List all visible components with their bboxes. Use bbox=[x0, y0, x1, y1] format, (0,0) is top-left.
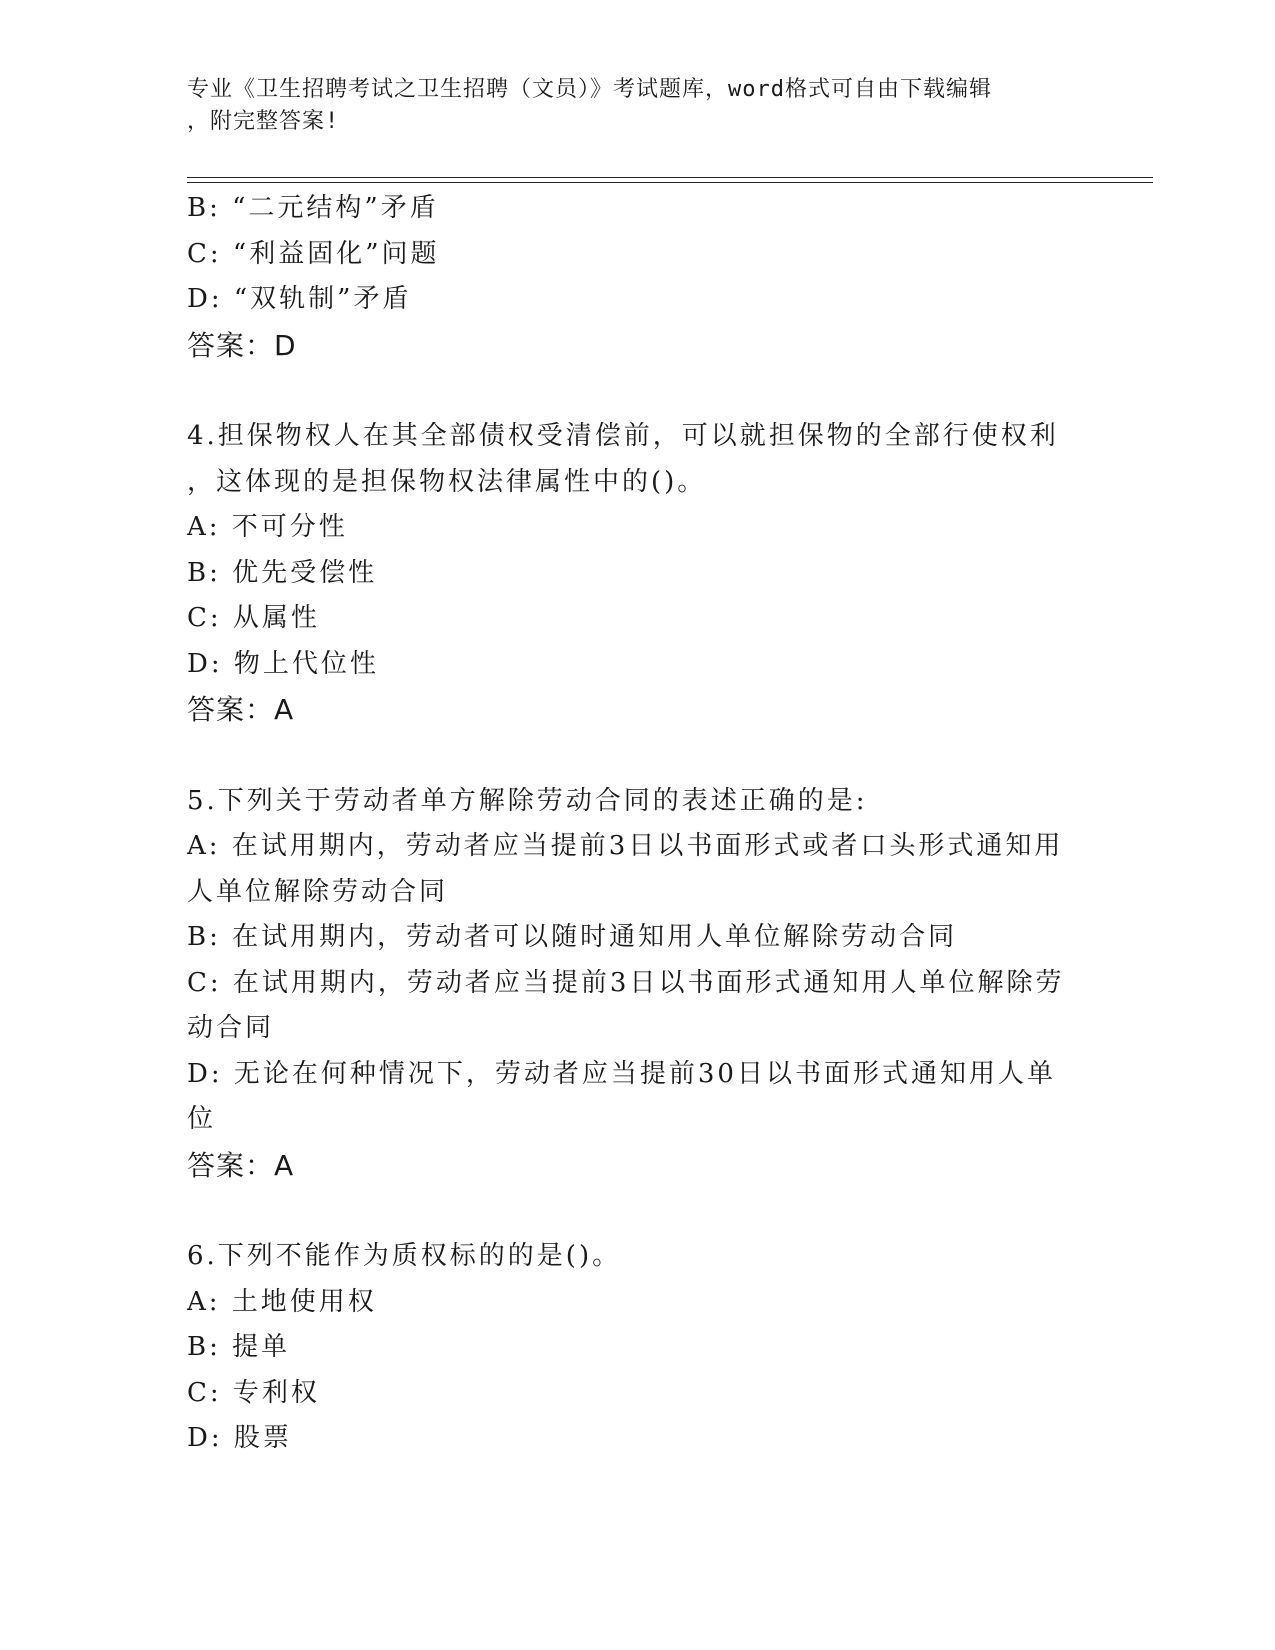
question-stem: 4.担保物权人在其全部债权受清偿前，可以就担保物的全部行使权利 bbox=[187, 421, 1059, 451]
option-c: C: “利益固化”问题 bbox=[187, 238, 440, 269]
option-a: A: 不可分性 bbox=[187, 512, 348, 542]
header-divider-bottom bbox=[187, 182, 1153, 183]
option-d: D: 物上代位性 bbox=[187, 648, 379, 679]
question-stem: 6.下列不能作为质权标的的是()。 bbox=[187, 1241, 622, 1271]
spacer bbox=[187, 733, 1087, 779]
answer-line: 答案：D bbox=[187, 328, 297, 362]
option-d: D: 股票 bbox=[187, 1423, 292, 1453]
option-d-continued: 位 bbox=[187, 1104, 217, 1134]
option-d: D: “双轨制”矛盾 bbox=[187, 284, 412, 314]
option-c: C: 从属性 bbox=[187, 603, 320, 633]
option-c: C: 在试用期内，劳动者应当提前3日以书面形式通知用人单位解除劳 bbox=[187, 967, 1065, 998]
option-a: A: 土地使用权 bbox=[187, 1286, 377, 1317]
header-line-1: 专业《卫生招聘考试之卫生招聘（文员）》考试题库，word格式可自由下载编辑 bbox=[187, 77, 992, 102]
option-b: B: 在试用期内，劳动者可以随时通知用人单位解除劳动合同 bbox=[187, 922, 958, 952]
option-d: D: 无论在何种情况下，劳动者应当提前30日以书面形式通知用人单 bbox=[187, 1058, 1056, 1089]
question-list bbox=[187, 186, 1087, 1462]
spacer bbox=[187, 1188, 1087, 1234]
option-b: B: 优先受偿性 bbox=[187, 557, 378, 588]
header-line-2: ，附完整答案! bbox=[187, 109, 340, 134]
answer-line: 答案：A bbox=[187, 693, 295, 726]
question-6 bbox=[187, 1234, 1087, 1462]
answer-line: 答案：A bbox=[187, 1148, 295, 1182]
option-b: B: 提单 bbox=[187, 1332, 291, 1362]
question-stem: 5.下列关于劳动者单方解除劳动合同的表述正确的是: bbox=[187, 785, 868, 816]
question-4 bbox=[187, 414, 1087, 733]
document-header bbox=[187, 74, 1067, 138]
question-5 bbox=[187, 779, 1087, 1189]
question-stem: ，这体现的是担保物权法律属性中的()。 bbox=[187, 466, 707, 497]
option-a: A: 在试用期内，劳动者应当提前3日以书面形式或者口头形式通知用 bbox=[187, 831, 1064, 861]
option-a-continued: 人单位解除劳动合同 bbox=[187, 876, 449, 907]
option-c-continued: 动合同 bbox=[187, 1013, 275, 1043]
option-b: B: “二元结构”矛盾 bbox=[187, 193, 439, 223]
header-divider-top bbox=[187, 177, 1153, 178]
option-c: C: 专利权 bbox=[187, 1377, 320, 1408]
spacer bbox=[187, 368, 1087, 414]
question-3-tail bbox=[187, 186, 1087, 368]
